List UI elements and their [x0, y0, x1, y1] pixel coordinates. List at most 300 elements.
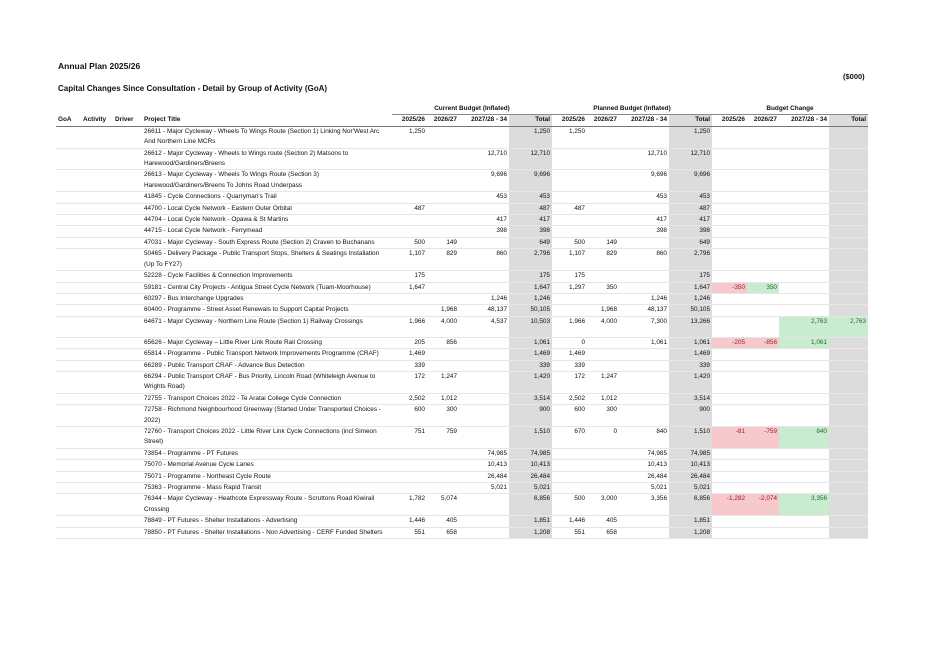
chg-value-cell [779, 226, 829, 237]
table-row [56, 360, 868, 371]
cur-value-cell [459, 426, 509, 448]
chg-value-cell [712, 349, 747, 360]
table-row [56, 192, 868, 203]
project-title-cell: 65814 - Programme - Public Transport Network Improvements Programme (CRAF) [142, 349, 392, 360]
chg-value-cell: 840 [779, 426, 829, 448]
activity-cell [81, 237, 113, 248]
goa-cell [56, 337, 81, 348]
project-title-cell: 52228 - Cycle Facilities & Connection Improvements [142, 271, 392, 282]
plan-value-cell [587, 448, 619, 459]
cur-value-cell: 600 [392, 405, 427, 427]
cur-value-cell [459, 237, 509, 248]
plan-value-cell: 500 [552, 237, 587, 248]
plan-value-cell: 2,502 [552, 393, 587, 404]
activity-cell [81, 337, 113, 348]
chg-value-cell [829, 405, 868, 427]
driver-cell [113, 448, 142, 459]
cur-value-cell: 6,856 [509, 494, 552, 516]
driver-cell [113, 126, 142, 148]
cur-value-cell: 1,420 [509, 371, 552, 393]
cur-value-cell: 4,000 [427, 316, 459, 337]
plan-value-cell [619, 527, 669, 538]
plan-value-cell [552, 471, 587, 482]
cur-value-cell: 1,647 [509, 282, 552, 293]
table-row [56, 316, 868, 337]
plan-value-cell: 1,469 [552, 349, 587, 360]
chg-value-cell [829, 371, 868, 393]
chg-value-cell [779, 471, 829, 482]
plan-value-cell [587, 271, 619, 282]
cur-value-cell [392, 305, 427, 316]
chg-value-cell [712, 448, 747, 459]
chg-value-cell [712, 249, 747, 271]
activity-cell [81, 448, 113, 459]
project-title-cell: 66294 - Public Transport CRAF - Bus Priority, Lincoln Road (Whiteleigh Avenue to Wrights Road) [142, 371, 392, 393]
cur-value-cell: 1,469 [392, 349, 427, 360]
cur-value-cell: 4,537 [459, 316, 509, 337]
goa-cell [56, 126, 81, 148]
plan-value-cell: 74,985 [669, 448, 712, 459]
activity-cell [81, 349, 113, 360]
plan-value-cell [587, 471, 619, 482]
activity-cell [81, 305, 113, 316]
activity-cell [81, 170, 113, 192]
chg-value-cell [829, 516, 868, 527]
plan-value-cell: 405 [587, 516, 619, 527]
chg-value-cell [779, 293, 829, 304]
cur-value-cell: 5,021 [459, 483, 509, 494]
chg-value-cell [712, 271, 747, 282]
cur-value-cell [459, 271, 509, 282]
chg-value-cell: -350 [712, 282, 747, 293]
goa-cell [56, 192, 81, 203]
project-title-cell: 41845 - Cycle Connections - Quarryman's Trail [142, 192, 392, 203]
chg-value-cell [829, 249, 868, 271]
cur-value-cell: 339 [392, 360, 427, 371]
plan-value-cell: 829 [587, 249, 619, 271]
cur-value-cell: 551 [392, 527, 427, 538]
plan-value-cell: 1,469 [669, 349, 712, 360]
chg-value-cell [712, 527, 747, 538]
driver-cell [113, 170, 142, 192]
chg-value-cell: 2,763 [829, 316, 868, 337]
project-title-cell: 65626 - Major Cycleway – Little River Link Route Rail Crossing [142, 337, 392, 348]
chg-value-cell [829, 293, 868, 304]
chg-value-cell [747, 448, 779, 459]
chg-value-cell [779, 360, 829, 371]
col-planned-y1: 2025/26 [552, 115, 587, 126]
cur-value-cell: 1,012 [427, 393, 459, 404]
cur-value-cell: 74,985 [459, 448, 509, 459]
project-title-cell: 50465 - Delivery Package - Public Transport Stops, Shelters & Seatings Installation (Up To FY27) [142, 249, 392, 271]
plan-value-cell: 1,061 [669, 337, 712, 348]
driver-cell [113, 460, 142, 471]
cur-value-cell [427, 215, 459, 226]
chg-value-cell [779, 483, 829, 494]
plan-value-cell: 398 [619, 226, 669, 237]
cur-value-cell: 205 [392, 337, 427, 348]
table-row [56, 282, 868, 293]
chg-value-cell [779, 393, 829, 404]
cur-value-cell: 1,446 [392, 516, 427, 527]
chg-value-cell [779, 405, 829, 427]
driver-cell [113, 349, 142, 360]
goa-cell [56, 448, 81, 459]
activity-cell [81, 360, 113, 371]
plan-value-cell [552, 192, 587, 203]
cur-value-cell: 417 [509, 215, 552, 226]
plan-value-cell [619, 371, 669, 393]
plan-value-cell: 900 [669, 405, 712, 427]
cur-value-cell [427, 226, 459, 237]
planned-budget-group: Planned Budget (Inflated) [552, 104, 712, 115]
cur-value-cell: 10,413 [509, 460, 552, 471]
plan-value-cell: 1,250 [669, 126, 712, 148]
chg-value-cell [829, 215, 868, 226]
plan-value-cell: 3,356 [619, 494, 669, 516]
cur-value-cell [427, 282, 459, 293]
driver-cell [113, 148, 142, 170]
cur-value-cell: 48,137 [459, 305, 509, 316]
cur-value-cell [427, 360, 459, 371]
plan-value-cell [619, 203, 669, 214]
cur-value-cell: 1,968 [427, 305, 459, 316]
cur-value-cell: 658 [427, 527, 459, 538]
cur-value-cell [392, 226, 427, 237]
col-change-total: Total [829, 115, 868, 126]
goa-cell [56, 516, 81, 527]
goa-cell [56, 360, 81, 371]
cur-value-cell [427, 192, 459, 203]
col-planned-total: Total [669, 115, 712, 126]
driver-cell [113, 249, 142, 271]
driver-cell [113, 226, 142, 237]
table-row [56, 170, 868, 192]
plan-value-cell: 417 [669, 215, 712, 226]
chg-value-cell [747, 371, 779, 393]
activity-cell [81, 282, 113, 293]
chg-value-cell [747, 249, 779, 271]
goa-cell [56, 148, 81, 170]
driver-cell [113, 271, 142, 282]
units-label: ($000) [843, 72, 865, 81]
chg-value-cell: 1,061 [779, 337, 829, 348]
driver-cell [113, 293, 142, 304]
table-row [56, 371, 868, 393]
budget-change-group: Budget Change [712, 104, 868, 115]
chg-value-cell [779, 448, 829, 459]
plan-value-cell: 175 [669, 271, 712, 282]
cur-value-cell: 1,061 [509, 337, 552, 348]
chg-value-cell [712, 192, 747, 203]
chg-value-cell [747, 148, 779, 170]
cur-value-cell: 1,851 [509, 516, 552, 527]
project-title-cell: 26613 - Major Cycleway - Wheels To Wings Route (Section 3) Harewood/Gardiners/Breens To Johns Road Underpass [142, 170, 392, 192]
plan-value-cell: 600 [552, 405, 587, 427]
cur-value-cell: 1,469 [509, 349, 552, 360]
table-body [56, 126, 868, 538]
chg-value-cell [747, 516, 779, 527]
driver-cell [113, 337, 142, 348]
chg-value-cell [779, 148, 829, 170]
plan-value-cell: 26,484 [619, 471, 669, 482]
plan-value-cell [619, 271, 669, 282]
chg-value-cell [747, 293, 779, 304]
cur-value-cell [392, 471, 427, 482]
cur-value-cell [392, 192, 427, 203]
chg-value-cell [712, 316, 747, 337]
col-change-y3: 2027/28 - 34 [779, 115, 829, 126]
plan-value-cell [619, 282, 669, 293]
goa-cell [56, 226, 81, 237]
cur-value-cell: 1,966 [392, 316, 427, 337]
plan-value-cell: 860 [619, 249, 669, 271]
plan-value-cell: 1,510 [669, 426, 712, 448]
plan-value-cell [619, 405, 669, 427]
chg-value-cell [712, 148, 747, 170]
chg-value-cell [712, 371, 747, 393]
activity-cell [81, 215, 113, 226]
chg-value-cell [747, 203, 779, 214]
plan-value-cell: 1,247 [587, 371, 619, 393]
cur-value-cell [427, 471, 459, 482]
driver-cell [113, 393, 142, 404]
table-row [56, 293, 868, 304]
goa-cell [56, 471, 81, 482]
plan-value-cell: 50,105 [669, 305, 712, 316]
plan-value-cell [619, 349, 669, 360]
chg-value-cell [779, 271, 829, 282]
activity-cell [81, 271, 113, 282]
cur-value-cell: 9,696 [509, 170, 552, 192]
cur-value-cell [459, 393, 509, 404]
project-title-cell: 75363 - Programme - Mass Rapid Transit [142, 483, 392, 494]
plan-value-cell: 840 [619, 426, 669, 448]
plan-value-cell [552, 170, 587, 192]
plan-value-cell [587, 460, 619, 471]
cur-value-cell [427, 271, 459, 282]
plan-value-cell: 26,484 [669, 471, 712, 482]
project-title-cell: 66289 - Public Transport CRAF - Advance Bus Detection [142, 360, 392, 371]
chg-value-cell [829, 203, 868, 214]
driver-cell [113, 203, 142, 214]
chg-value-cell [779, 460, 829, 471]
cur-value-cell: 856 [427, 337, 459, 348]
plan-value-cell [619, 237, 669, 248]
plan-value-cell: 7,300 [619, 316, 669, 337]
plan-value-cell [552, 305, 587, 316]
col-current-y1: 2025/26 [392, 115, 427, 126]
plan-value-cell: 1,208 [669, 527, 712, 538]
chg-value-cell [747, 192, 779, 203]
chg-value-cell [829, 460, 868, 471]
plan-value-cell [587, 226, 619, 237]
driver-cell [113, 494, 142, 516]
col-goa: GoA [56, 115, 81, 126]
chg-value-cell: -759 [747, 426, 779, 448]
chg-value-cell [712, 170, 747, 192]
plan-value-cell [552, 215, 587, 226]
project-title-cell: 26612 - Major Cycleway - Wheels to Wings route (Section 2) Matsons to Harewood/Gardiners/Breens [142, 148, 392, 170]
goa-cell [56, 349, 81, 360]
goa-cell [56, 203, 81, 214]
cur-value-cell: 3,514 [509, 393, 552, 404]
cur-value-cell: 172 [392, 371, 427, 393]
cur-value-cell: 1,647 [392, 282, 427, 293]
project-title-cell: 78849 - PT Futures - Shelter Installations - Advertising [142, 516, 392, 527]
plan-value-cell: 9,696 [669, 170, 712, 192]
chg-value-cell [712, 237, 747, 248]
activity-cell [81, 516, 113, 527]
cur-value-cell [459, 494, 509, 516]
cur-value-cell [427, 126, 459, 148]
goa-cell [56, 393, 81, 404]
cur-value-cell: 829 [427, 249, 459, 271]
project-title-cell: 73854 - Programme - PT Futures [142, 448, 392, 459]
project-title-cell: 44704 - Local Cycle Network - Opawa & St Martins [142, 215, 392, 226]
chg-value-cell: -856 [747, 337, 779, 348]
cur-value-cell: 649 [509, 237, 552, 248]
cur-value-cell: 26,484 [459, 471, 509, 482]
chg-value-cell [829, 337, 868, 348]
cur-value-cell [427, 460, 459, 471]
plan-value-cell: 1,012 [587, 393, 619, 404]
plan-value-cell: 649 [669, 237, 712, 248]
activity-cell [81, 371, 113, 393]
chg-value-cell [747, 215, 779, 226]
plan-value-cell [552, 226, 587, 237]
plan-value-cell: 500 [552, 494, 587, 516]
chg-value-cell [747, 349, 779, 360]
cur-value-cell: 1,250 [509, 126, 552, 148]
driver-cell [113, 192, 142, 203]
goa-cell [56, 170, 81, 192]
cur-value-cell: 2,796 [509, 249, 552, 271]
plan-value-cell: 175 [552, 271, 587, 282]
plan-value-cell: 5,021 [669, 483, 712, 494]
plan-value-cell: 658 [587, 527, 619, 538]
plan-value-cell [552, 460, 587, 471]
plan-value-cell [587, 483, 619, 494]
plan-value-cell: 1,107 [552, 249, 587, 271]
cur-value-cell [392, 448, 427, 459]
cur-value-cell: 1,247 [427, 371, 459, 393]
chg-value-cell [712, 393, 747, 404]
plan-value-cell: 1,420 [669, 371, 712, 393]
plan-value-cell: 398 [669, 226, 712, 237]
chg-value-cell [829, 360, 868, 371]
cur-value-cell: 759 [427, 426, 459, 448]
cur-value-cell: 1,107 [392, 249, 427, 271]
chg-value-cell [747, 271, 779, 282]
table-row [56, 460, 868, 471]
goa-cell [56, 293, 81, 304]
goa-cell [56, 271, 81, 282]
plan-value-cell: 48,137 [619, 305, 669, 316]
chg-value-cell [829, 271, 868, 282]
goa-cell [56, 316, 81, 337]
chg-value-cell [829, 126, 868, 148]
chg-value-cell [747, 126, 779, 148]
plan-value-cell: 2,796 [669, 249, 712, 271]
activity-cell [81, 393, 113, 404]
chg-value-cell [779, 237, 829, 248]
table-row [56, 516, 868, 527]
cur-value-cell: 149 [427, 237, 459, 248]
chg-value-cell [829, 170, 868, 192]
cur-value-cell: 10,503 [509, 316, 552, 337]
cur-value-cell: 453 [459, 192, 509, 203]
project-title-cell: 60297 - Bus Interchange Upgrades [142, 293, 392, 304]
plan-value-cell: 487 [552, 203, 587, 214]
plan-value-cell: 149 [587, 237, 619, 248]
cur-value-cell: 50,105 [509, 305, 552, 316]
table-row [56, 215, 868, 226]
cur-value-cell [459, 203, 509, 214]
project-title-cell: 44715 - Local Cycle Network - Ferrymead [142, 226, 392, 237]
plan-value-cell [587, 360, 619, 371]
cur-value-cell [427, 203, 459, 214]
cur-value-cell: 12,710 [459, 148, 509, 170]
chg-value-cell [779, 516, 829, 527]
driver-cell [113, 316, 142, 337]
plan-value-cell [619, 393, 669, 404]
chg-value-cell [747, 527, 779, 538]
chg-value-cell [747, 471, 779, 482]
chg-value-cell [712, 215, 747, 226]
goa-cell [56, 527, 81, 538]
plan-value-cell [587, 337, 619, 348]
project-title-cell: 72760 - Transport Choices 2022 - Little River Link Cycle Connections (incl Simeon Street) [142, 426, 392, 448]
project-title-cell: 78850 - PT Futures - Shelter Installations - Non Advertising - CERF Funded Shelters [142, 527, 392, 538]
chg-value-cell [829, 527, 868, 538]
chg-value-cell [779, 170, 829, 192]
activity-cell [81, 471, 113, 482]
project-title-cell: 60400 - Programme - Street Asset Renewals to Support Capital Projects [142, 305, 392, 316]
cur-value-cell: 5,074 [427, 494, 459, 516]
driver-cell [113, 237, 142, 248]
cur-value-cell: 487 [392, 203, 427, 214]
plan-value-cell: 13,266 [669, 316, 712, 337]
chg-value-cell [712, 226, 747, 237]
cur-value-cell: 12,710 [509, 148, 552, 170]
plan-value-cell [552, 293, 587, 304]
chg-value-cell [829, 448, 868, 459]
chg-value-cell: -1,282 [712, 494, 747, 516]
cur-value-cell: 1,510 [509, 426, 552, 448]
cur-value-cell: 300 [427, 405, 459, 427]
plan-value-cell: 1,647 [669, 282, 712, 293]
plan-value-cell: 12,710 [619, 148, 669, 170]
chg-value-cell [712, 293, 747, 304]
chg-value-cell [829, 393, 868, 404]
project-title-cell: 76344 - Major Cycleway - Heathcote Expressway Route - Scruttons Road Kiwirail Crossing [142, 494, 392, 516]
chg-value-cell [829, 494, 868, 516]
cur-value-cell: 751 [392, 426, 427, 448]
plan-value-cell: 0 [587, 426, 619, 448]
plan-value-cell [619, 360, 669, 371]
plan-value-cell [587, 170, 619, 192]
goa-cell [56, 460, 81, 471]
chg-value-cell [779, 249, 829, 271]
plan-value-cell [587, 192, 619, 203]
chg-value-cell [747, 460, 779, 471]
plan-value-cell [587, 349, 619, 360]
goa-cell [56, 237, 81, 248]
table-row [56, 126, 868, 148]
chg-value-cell: -2,074 [747, 494, 779, 516]
plan-value-cell [587, 215, 619, 226]
